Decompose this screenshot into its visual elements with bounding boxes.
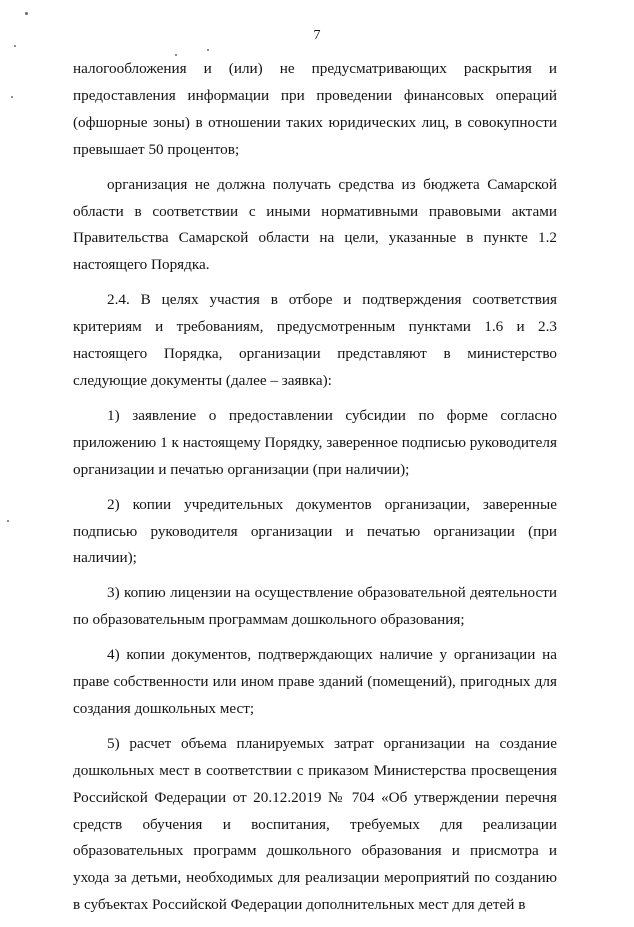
paragraph-offshore-continuation: налогообложения и (или) не предусматривающих раскрытия и предоставления информации при проведении финансовых операций (офшорные зоны) в отношении таких юридических лиц, в совокупности превышает 50 процентов;: [73, 60, 557, 158]
list-item-2-founding-documents: 2) копии учредительных документов организации, заверенные подписью руководителя организации и печатью организации (при наличии);: [73, 495, 557, 567]
list-item-1-application: 1) заявление о предоставлении субсидии по форме согласно приложению 1 к настоящему Порядку, заверенное подписью руководителя организации и печатью организации (при наличии);: [73, 406, 557, 478]
scan-speck: [7, 520, 9, 522]
body-text: [73, 56, 557, 927]
scan-speck: [14, 45, 16, 47]
scan-speck: [11, 96, 13, 98]
page-number: 7: [313, 28, 321, 43]
paragraph-no-budget-funds: организация не должна получать средства из бюджета Самарской области в соответствии с иными нормативными правовыми актами Правительства Самарской области на цели, указанные в пункте 1.2 настоящего Порядка.: [73, 175, 557, 274]
list-item-3-license: 3) копию лицензии на осуществление образовательной деятельности по образовательным программам дошкольного образования;: [73, 584, 557, 629]
paragraph-2-4: 2.4. В целях участия в отборе и подтверждения соответствия критериям и требованиям, предусмотренным пунктами 1.6 и 2.3 настоящего Порядка, организации представляют в министерство следующие документы (далее – заявка):: [73, 291, 557, 389]
scan-speck: [207, 49, 209, 51]
scan-speck: [175, 54, 177, 56]
list-item-5-cost-calculation: 5) расчет объема планируемых затрат организации на создание дошкольных мест в соответствии с приказом Министерства просвещения Российской Федерации от 20.12.2019 № 704 «Об утверждении перечня средств обучения и воспитания, требуемых для реализации образовательных программ дошкольного образования и присмотра и ухода за детьми, необходимых для реализации мероприятий по созданию в субъектах Российской Федерации дополнительных мест для детей в: [73, 734, 557, 914]
scan-speck: [25, 12, 28, 15]
list-item-4-property-documents: 4) копии документов, подтверждающих наличие у организации на праве собственности или ином праве зданий (помещений), пригодных для создания дошкольных мест;: [73, 646, 557, 717]
